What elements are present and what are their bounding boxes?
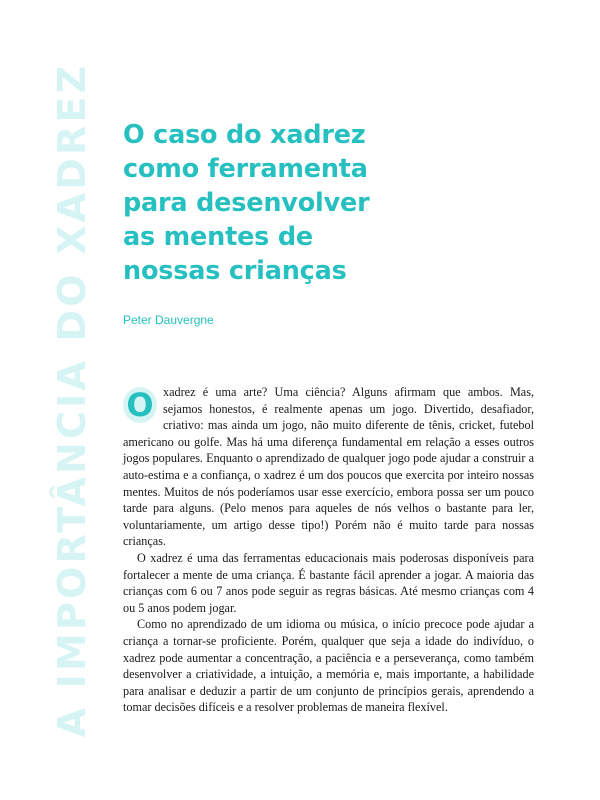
title-line: para desenvolver	[123, 188, 370, 218]
paragraph: Como no aprendizado de um idioma ou música, o início precoce pode ajudar a criança a tornar-se proficiente. Porém, qualquer que seja a idade do indivíduo, o xadrez pode aumentar a concentração, a paciência e a perseverança, como também desenvolver a criatividade, a intuição, a memória e, mais importante, a habilidade para analisar e deduzir a partir de um conjunto de princípios gerais, aprendendo a tomar decisões difíceis e a resolver problemas de maneira flexível.	[123, 617, 534, 715]
article-body	[123, 384, 534, 716]
title-line: nossas crianças	[123, 256, 347, 286]
side-banner-text: A IMPORTÂNCIA DO XADREZ	[50, 62, 94, 738]
title-line: as mentes de	[123, 222, 313, 252]
drop-cap: O	[123, 387, 157, 423]
paragraph: O xadrez é uma das ferramentas educacionais mais poderosas disponíveis para fortalecer a mente de uma criança. É bastante fácil aprender a jogar. A maioria das crianças com 6 ou 7 anos pode seguir as regras básicas. Até mesmo crianças com 4 ou 5 anos podem jogar.	[123, 550, 534, 615]
title-line: como ferramenta	[123, 154, 368, 184]
author-name: Peter Dauvergne	[123, 313, 214, 327]
article-title	[123, 118, 369, 288]
paragraph	[123, 384, 534, 550]
title-line: O caso do xadrez	[123, 120, 366, 150]
paragraph-text: xadrez é uma arte? Uma ciência? Alguns afirmam que ambos. Mas, sejamos honestos, é realmente apenas um jogo. Divertido, desafiador, criativo: mas ainda um jogo, não muito diferente de tênis, cricket, futebol americano ou golfe. Mas há uma diferença fundamental em relação a esses outros jogos populares. Enquanto o aprendizado de qualquer jogo pode ajudar a construir a auto-estima e a confiança, o xadrez é um dos poucos que exercita por inteiro nossas mentes. Muitos de nós poderíamos usar esse exercício, embora possa ser um pouco tarde para alguns. (Pelo menos para aqueles de nós velhos o bastante para ler, voluntariamente, um artigo desse tipo!) Porém não é muito tarde para nossas crianças.	[123, 385, 534, 549]
